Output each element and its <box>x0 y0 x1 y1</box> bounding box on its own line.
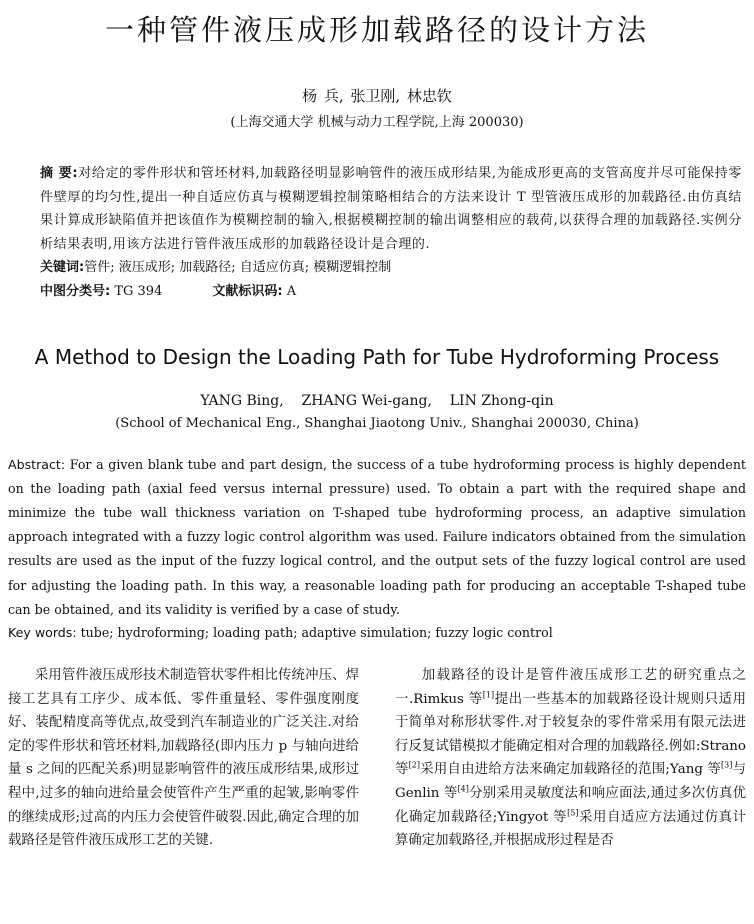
clc-label: 中图分类号: <box>40 283 111 299</box>
document-code-label: 文献标识码: <box>212 283 283 299</box>
left-paragraph: 采用管件液压成形技术制造管状零件相比传统冲压、焊接工艺具有工序少、成本低、零件重量轻、零件强度刚度好、装配精度高等优点,故受到汽车制造业的广泛关注.对给定的零件形状和管坯材料,加载路径(即内压力 p 与轴向进给量 s 之间的匹配关系)明显影响管件的液压成形结果,成形过程中,过多的轴向进给量会使管件产生严重的起皱,影响零件的继续成形;过高的内压力会使管件破裂.因此,确定合理的加载路径是管件液压成形工艺的关键. <box>8 667 359 849</box>
author-zhang: ZHANG Wei-gang, <box>301 392 432 409</box>
chinese-authors: 杨 兵, 张卫刚, 林忠钦 <box>302 87 452 105</box>
english-title: A Method to Design the Loading Path for Tube Hydroforming Process <box>34 344 720 369</box>
right-text-f: 采用自适应方法通过仿真计算确定加载路径,并根据成形过程是否 <box>395 809 747 849</box>
paper-page <box>0 12 754 924</box>
classification-line <box>8 280 746 304</box>
clc-number <box>40 280 162 304</box>
english-keywords-text: tube; hydroforming; loading path; adaptive simulation; fuzzy logic control <box>80 624 553 640</box>
english-abstract <box>8 453 746 622</box>
document-code <box>212 280 296 304</box>
right-text-d: 与 Genlin 等 <box>395 762 746 801</box>
english-affiliation: (School of Mechanical Eng., Shanghai Jiaotong Univ., Shanghai 200030, China) <box>115 415 639 431</box>
chinese-keywords-label: 关键词: <box>40 260 85 276</box>
body-columns <box>8 664 746 853</box>
chinese-title: 一种管件液压成形加载路径的设计方法 <box>104 13 649 47</box>
document-code-value: A <box>286 283 297 299</box>
chinese-keywords-text: 管件; 液压成形; 加载路径; 自适应仿真; 模糊逻辑控制 <box>84 260 392 276</box>
chinese-affiliation: (上海交通大学 机械与动力工程学院,上海 200030) <box>230 115 524 130</box>
chinese-keywords <box>8 256 746 280</box>
right-text-e: 分别采用灵敏度法和响应面法,通过多次仿真优化确定加载路径;Yingyot 等 <box>395 785 746 825</box>
citation-3: [3] <box>721 760 733 770</box>
body-right-column <box>395 664 746 853</box>
english-abstract-text: For a given blank tube and part design, the success of a tube hydroforming process is highly dependent on the loading path (axial feed versus internal pressure) used. To obtain a part with the required shape and minimize the tube wall thickness variation on T-shaped tube hydroforming process, an adaptive simulation approach integrated with a fuzzy logic control algorithm was used. Failure indicators obtained from the simulation results are used as the input of the fuzzy logical control, and the output sets of the fuzzy logical control are used for adjusting the loading path. In this way, a reasonable loading path for producing an acceptable T-shaped tube can be obtained, and its validity is verified by a case of study. <box>8 456 746 617</box>
right-text-c: 采用自由进给方法来确定加载路径的范围;Yang 等 <box>419 762 722 778</box>
citation-5: [5] <box>567 808 579 818</box>
citation-2: [2] <box>408 760 420 770</box>
chinese-abstract <box>8 162 746 256</box>
citation-1: [1] <box>482 690 495 700</box>
citation-4: [4] <box>457 784 469 794</box>
body-left-column <box>8 664 359 853</box>
right-text-a: 加载路径的设计是管件液压成形工艺的研究重点之一.Rimkus 等 <box>395 667 746 707</box>
english-keywords <box>8 622 746 644</box>
english-abstract-label: Abstract: <box>8 456 66 472</box>
clc-value: TG 394 <box>114 283 163 299</box>
english-keywords-label: Key words: <box>8 624 77 640</box>
chinese-abstract-text: 对给定的零件形状和管坯材料,加载路径明显影响管件的液压成形结果,为能成形更高的支管高度并尽可能保持零件壁厚的均匀性,提出一种自适应仿真与模糊逻辑控制策略相结合的方法来设计 T 型管液压成形的加载路径.由仿真结果计算成形缺陷值并把该值作为模糊控制的输入,根据模糊控制的输出调整相应的载荷,以获得合理的加载路径.实例分析结果表明,用该方法进行管件液压成形的加载路径设计是合理的. <box>40 166 743 252</box>
chinese-abstract-label: 摘 要: <box>40 166 79 181</box>
english-authors <box>8 391 746 411</box>
author-lin: LIN Zhong-qin <box>449 392 554 409</box>
right-text-b: 提出一些基本的加载路径设计规则只适用于简单对称形状零件.对于较复杂的零件常采用有限元法进行反复试错模拟才能确定相对合理的加载路径.例如:Strano 等 <box>395 691 747 778</box>
author-yang: YANG Bing, <box>200 392 284 409</box>
